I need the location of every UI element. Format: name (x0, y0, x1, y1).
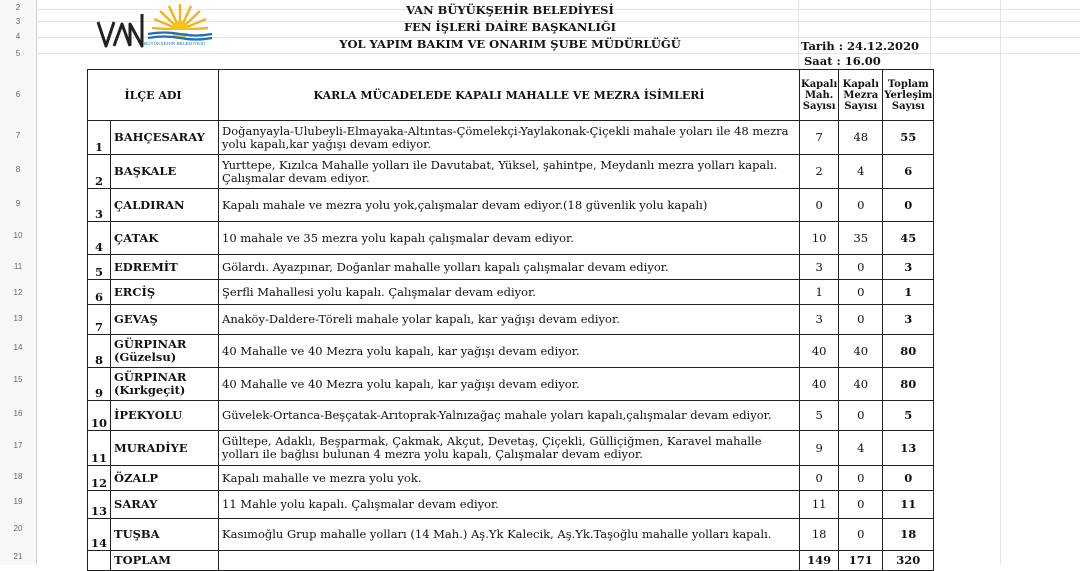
description-cell: Şerfli Mahallesi yolu kapalı. Çalışmalar devam ediyor. (219, 280, 800, 305)
table-row (88, 466, 934, 491)
table-row (88, 368, 934, 401)
description-cell: 10 mahale ve 35 mezra yolu kapalı çalışmalar devam ediyor. (219, 222, 800, 255)
description-cell: 40 Mahalle ve 40 Mezra yolu kapalı, kar yağışı devam ediyor. (219, 368, 800, 401)
district-cell: GEVAŞ (111, 305, 219, 335)
header-line-2: FEN İŞLERİ DAİRE BAŞKANLIĞI (403, 20, 617, 34)
total-mah-cell: 149 (800, 551, 839, 571)
district-cell: TUŞBA (111, 519, 219, 551)
total-cell: 18 (883, 519, 934, 551)
table-row (88, 255, 934, 280)
closed-mah-cell: 1 (800, 280, 839, 305)
row-number-cell: 14 (88, 519, 111, 551)
empty-cell (219, 551, 800, 571)
table-row (88, 222, 934, 255)
row-number: 12 (13, 288, 23, 297)
total-cell: 5 (883, 401, 934, 431)
header-district: İLÇE ADI (88, 70, 219, 121)
description-cell: Yurttepe, Kızılca Mahalle yolları ile Davutabat, Yüksel, şahintpe, Meydanlı mezra yolları kapalı. Çalışmalar devam ediyor. (219, 155, 800, 189)
row-number: 6 (15, 90, 21, 99)
row-number-cell: 7 (88, 305, 111, 335)
table-row (88, 280, 934, 305)
row-number: 18 (13, 472, 23, 481)
closed-mah-cell: 3 (800, 305, 839, 335)
total-cell: 11 (883, 491, 934, 519)
total-cell: 1 (883, 280, 934, 305)
table-row (88, 491, 934, 519)
total-cell: 3 (883, 255, 934, 280)
row-number-cell: 4 (88, 222, 111, 255)
district-cell: EDREMİT (111, 255, 219, 280)
description-cell: Gölardı. Ayazpınar, Doğanlar mahalle yolları kapalı çalışmalar devam ediyor. (219, 255, 800, 280)
table-row (88, 189, 934, 222)
closed-mezra-cell: 0 (839, 466, 883, 491)
row-number-cell: 5 (88, 255, 111, 280)
closed-mezra-cell: 40 (839, 335, 883, 368)
total-cell: 55 (883, 121, 934, 155)
closed-mezra-cell: 0 (839, 519, 883, 551)
description-cell: 40 Mahalle ve 40 Mezra yolu kapalı, kar yağışı devam ediyor. (219, 335, 800, 368)
empty-cell (88, 551, 111, 571)
closed-mah-cell: 0 (800, 466, 839, 491)
row-number: 19 (13, 497, 23, 506)
row-number-cell: 9 (88, 368, 111, 401)
row-number: 11 (13, 262, 23, 271)
closed-mezra-cell: 0 (839, 255, 883, 280)
header-names: KARLA MÜCADELEDE KAPALI MAHALLE VE MEZRA İSİMLERİ (219, 70, 800, 121)
table-row (88, 335, 934, 368)
total-cell: 80 (883, 335, 934, 368)
closed-mezra-cell: 35 (839, 222, 883, 255)
row-number: 20 (13, 524, 23, 533)
row-number-cell: 3 (88, 189, 111, 222)
row-number: 21 (13, 552, 23, 561)
closed-mah-cell: 40 (800, 335, 839, 368)
row-number-cell: 12 (88, 466, 111, 491)
row-number: 4 (15, 32, 21, 41)
row-number-cell: 1 (88, 121, 111, 155)
closed-mezra-cell: 48 (839, 121, 883, 155)
district-cell: İPEKYOLU (111, 401, 219, 431)
table-body (88, 70, 934, 571)
table-row (88, 121, 934, 155)
district-cell: ÖZALP (111, 466, 219, 491)
grand-total-cell: 320 (883, 551, 934, 571)
closed-mezra-cell: 0 (839, 491, 883, 519)
description-cell: 11 Mahle yolu kapalı. Çalışmalar devam ediyor. (219, 491, 800, 519)
header-line-3: YOL YAPIM BAKIM VE ONARIM ŞUBE MÜDÜRLÜĞÜ (339, 37, 681, 51)
closed-mah-cell: 11 (800, 491, 839, 519)
header-total: Toplam Yerleşim Sayısı (883, 70, 934, 121)
logo-subtitle: BÜYÜKŞEHİR BELEDİYESİ (144, 41, 205, 46)
table-row (88, 155, 934, 189)
district-cell: BAHÇESARAY (111, 121, 219, 155)
row-number-cell: 13 (88, 491, 111, 519)
total-cell: 3 (883, 305, 934, 335)
row-number: 16 (13, 409, 23, 418)
closed-mah-cell: 40 (800, 368, 839, 401)
row-number: 9 (15, 199, 21, 208)
row-number: 15 (13, 375, 23, 384)
row-number: 14 (13, 343, 23, 352)
description-cell: Kapalı mahalle ve mezra yolu yok. (219, 466, 800, 491)
row-number: 8 (15, 165, 21, 174)
row-number: 2 (15, 3, 21, 12)
closed-mah-cell: 2 (800, 155, 839, 189)
table-row (88, 305, 934, 335)
row-number-cell: 10 (88, 401, 111, 431)
total-cell: 6 (883, 155, 934, 189)
district-cell: MURADİYE (111, 431, 219, 466)
description-cell: Anaköy-Daldere-Töreli mahale yolar kapalı, kar yağışı devam ediyor. (219, 305, 800, 335)
header-line-1: VAN BÜYÜKŞEHİR BELEDİYESİ (406, 3, 614, 17)
description-cell: Gültepe, Adaklı, Beşparmak, Çakmak, Akçut, Devetaş, Çiçekli, Gülliçiğmen, Karavel mahalle yolları ile bağlısı bulunan 4 mezra yolu kapalı, Çalışmalar devam ediyor. (219, 431, 800, 466)
closed-mezra-cell: 0 (839, 401, 883, 431)
closed-mah-cell: 10 (800, 222, 839, 255)
total-cell: 80 (883, 368, 934, 401)
total-cell: 45 (883, 222, 934, 255)
table-row (88, 519, 934, 551)
closed-mezra-cell: 4 (839, 155, 883, 189)
closed-mezra-cell: 0 (839, 189, 883, 222)
district-cell: ÇATAK (111, 222, 219, 255)
row-number-cell: 6 (88, 280, 111, 305)
closed-mah-cell: 18 (800, 519, 839, 551)
total-row (88, 551, 934, 571)
report-time: Saat : 16.00 (804, 54, 881, 68)
closed-mah-cell: 9 (800, 431, 839, 466)
closed-mezra-cell: 40 (839, 368, 883, 401)
district-cell: GÜRPINAR (Kırkgeçit) (111, 368, 219, 401)
district-cell: GÜRPINAR (Güzelsu) (111, 335, 219, 368)
row-number: 7 (15, 131, 21, 140)
closed-mah-cell: 5 (800, 401, 839, 431)
description-cell: Güvelek-Ortanca-Beşçatak-Arıtoprak-Yalnızağaç mahale yoları kapalı,çalışmalar devam ediyor. (219, 401, 800, 431)
header-closed-mah: Kapalı Mah. Sayısı (800, 70, 839, 121)
closed-roads-table (87, 69, 934, 571)
header-closed-mezra: Kapalı Mezra Sayısı (839, 70, 883, 121)
closed-mah-cell: 7 (800, 121, 839, 155)
report-date: Tarih : 24.12.2020 (801, 39, 919, 53)
row-number: 13 (13, 314, 23, 323)
table-header-row (88, 70, 934, 121)
municipality-logo (92, 0, 218, 56)
district-cell: SARAY (111, 491, 219, 519)
sun-logo-icon (92, 0, 218, 56)
closed-mezra-cell: 4 (839, 431, 883, 466)
closed-mah-cell: 3 (800, 255, 839, 280)
description-cell: Kapalı mahale ve mezra yolu yok,çalışmalar devam ediyor.(18 güvenlik yolu kapalı) (219, 189, 800, 222)
description-cell: Kasımoğlu Grup mahalle yolları (14 Mah.) Aş.Yk Kalecik, Aş.Yk.Taşoğlu mahalle yolları kapalı. (219, 519, 800, 551)
closed-mezra-cell: 0 (839, 280, 883, 305)
row-number-cell: 2 (88, 155, 111, 189)
total-label-cell: TOPLAM (111, 551, 219, 571)
row-number-cell: 8 (88, 335, 111, 368)
table-row (88, 401, 934, 431)
closed-mah-cell: 0 (800, 189, 839, 222)
total-cell: 13 (883, 431, 934, 466)
closed-mezra-cell: 0 (839, 305, 883, 335)
district-cell: ÇALDIRAN (111, 189, 219, 222)
row-number: 17 (13, 441, 23, 450)
grid-line (1000, 0, 1001, 565)
table-row (88, 431, 934, 466)
row-number: 10 (13, 231, 23, 240)
row-number: 3 (15, 17, 21, 26)
row-number-cell: 11 (88, 431, 111, 466)
district-cell: BAŞKALE (111, 155, 219, 189)
total-mezra-cell: 171 (839, 551, 883, 571)
district-cell: ERCİŞ (111, 280, 219, 305)
total-cell: 0 (883, 466, 934, 491)
row-number: 5 (15, 49, 21, 58)
total-cell: 0 (883, 189, 934, 222)
description-cell: Doğanyayla-Ulubeyli-Elmayaka-Altıntas-Çömelekçi-Yaylakonak-Çiçekli mahale yoları ile 48 mezra yolu kapalı,kar yağışı devam ediyor. (219, 121, 800, 155)
